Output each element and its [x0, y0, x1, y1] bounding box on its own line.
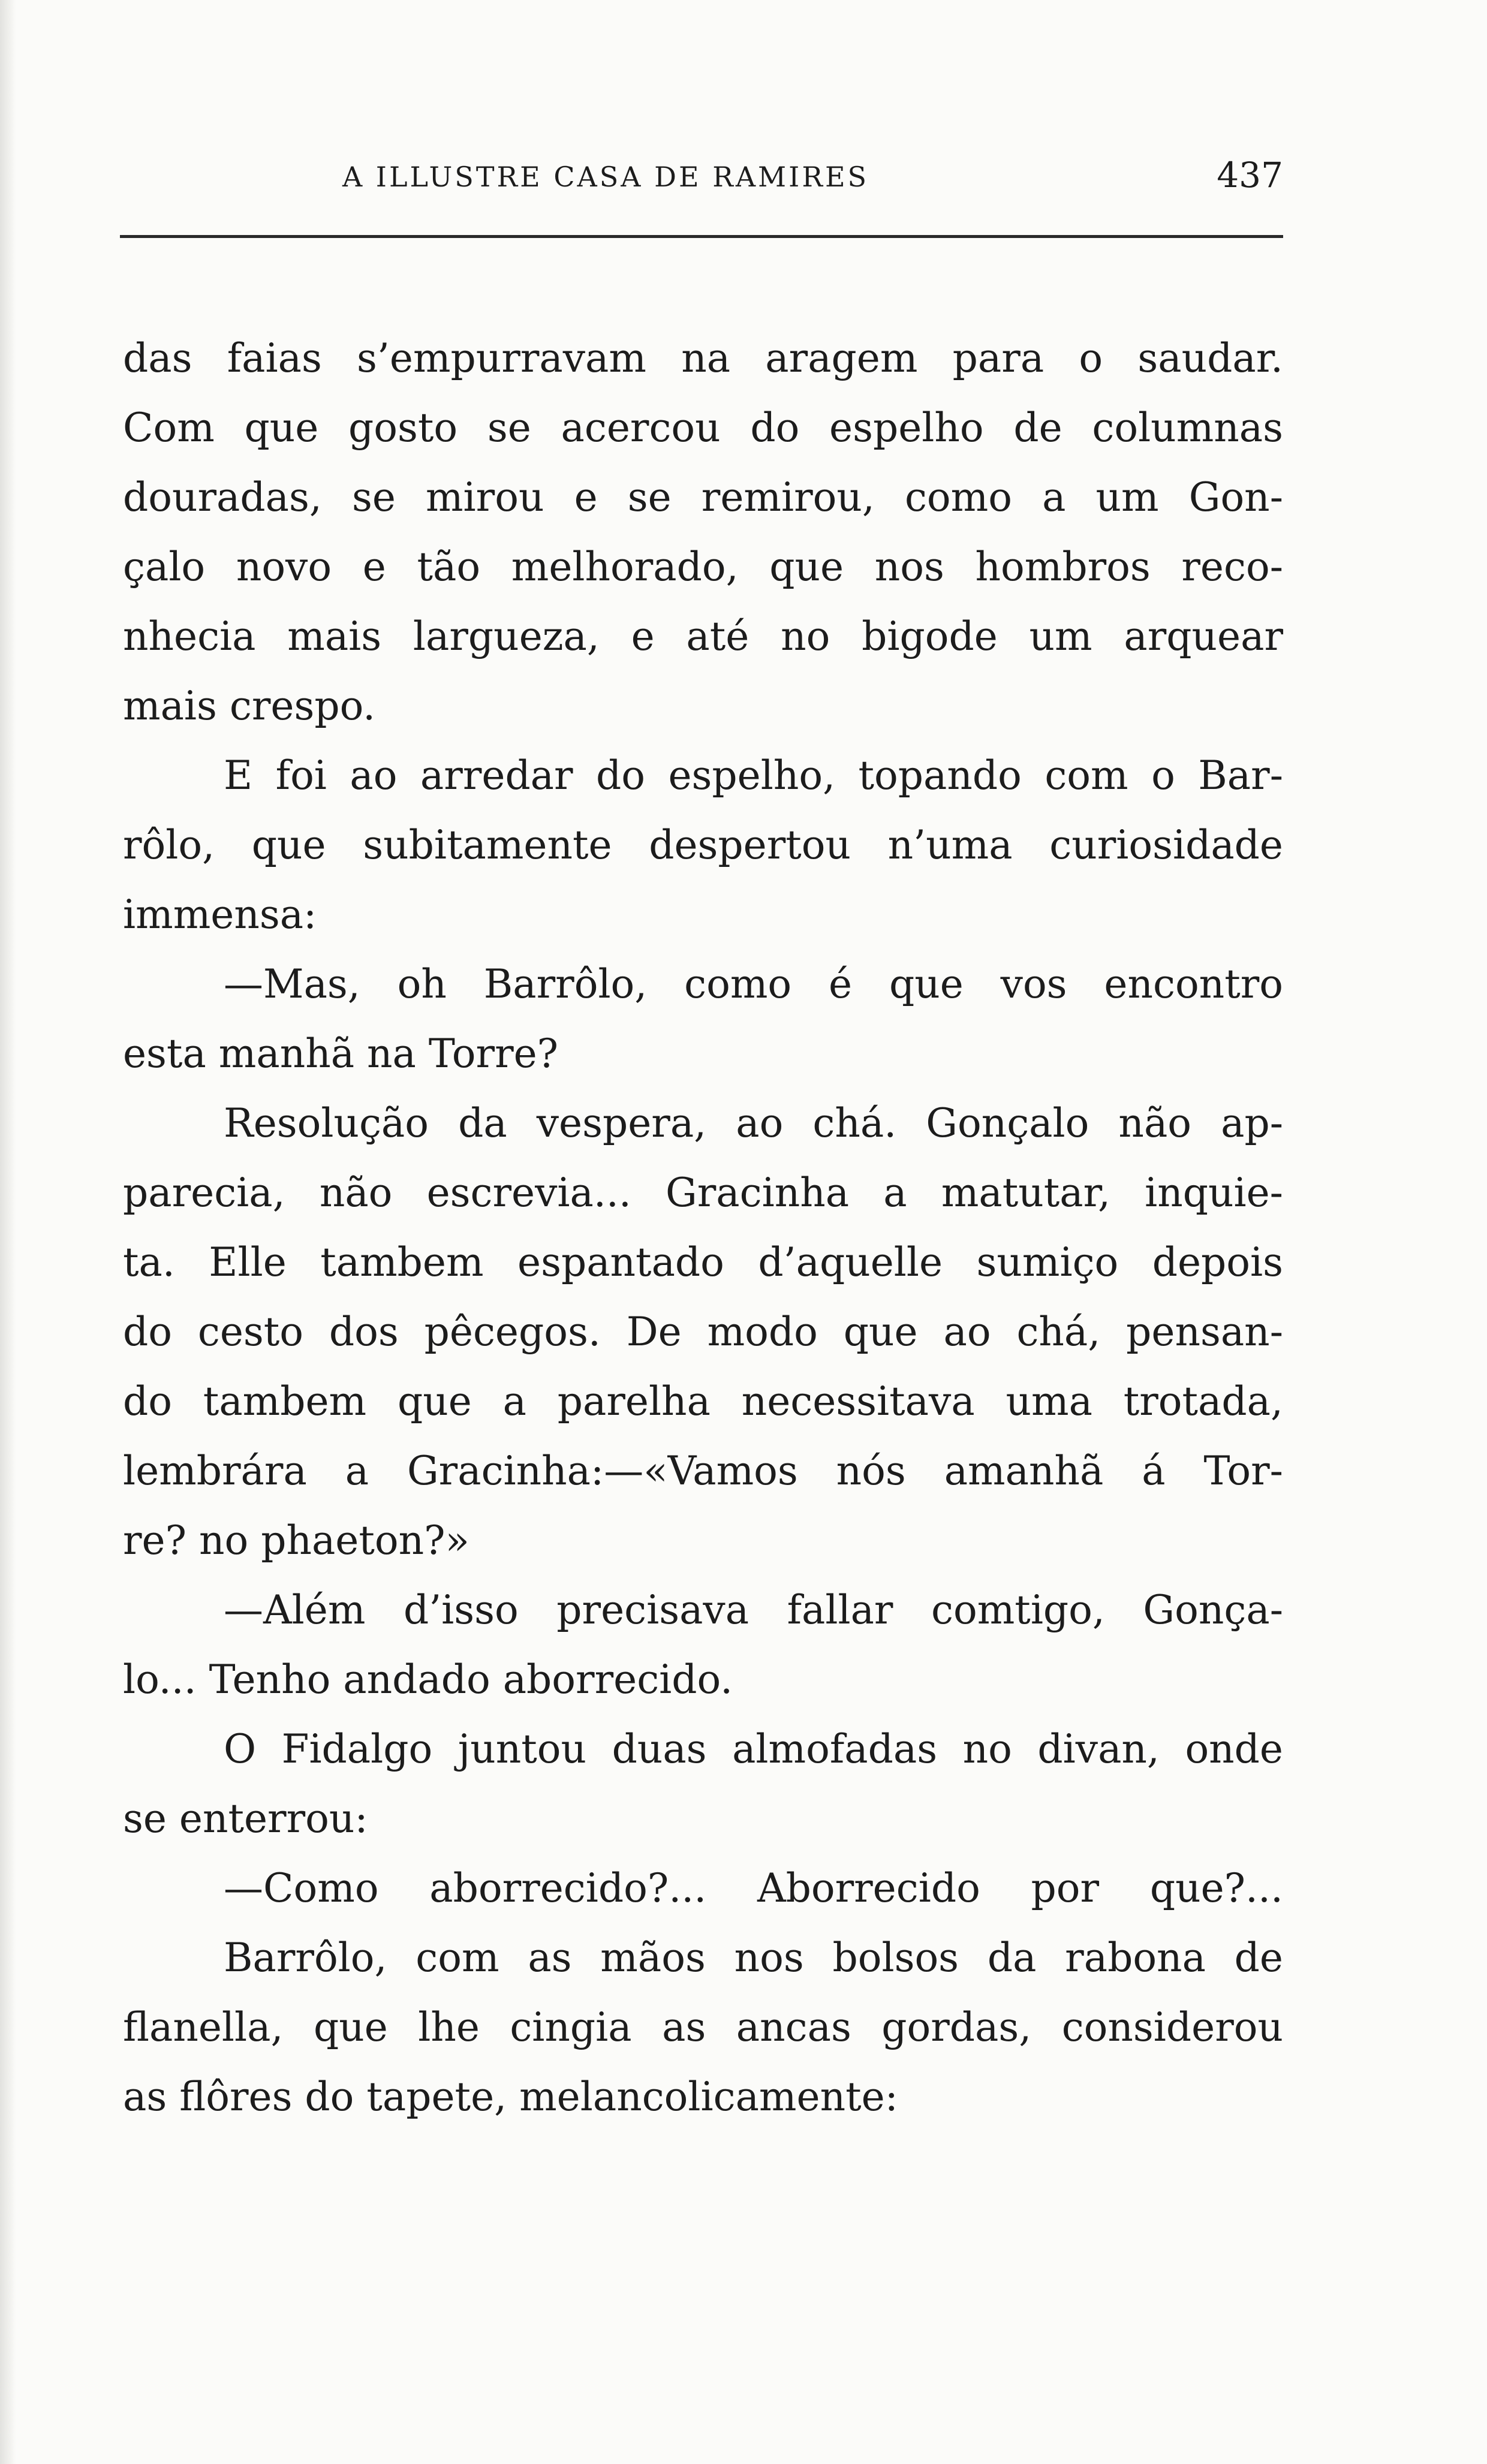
text-line: rôlo, que subitamente despertou n’uma curiosidade	[123, 822, 1283, 868]
text-line: ta. Elle tambem espantado d’aquelle sumiço depois	[123, 1239, 1283, 1285]
text-line: esta manhã na Torre?	[123, 1031, 559, 1077]
text-line: lo... Tenho andado aborrecido.	[123, 1656, 733, 1703]
text-line: O Fidalgo juntou duas almofadas no divan, onde	[224, 1726, 1283, 1772]
header-rule	[120, 235, 1283, 238]
page-edge-shadow	[0, 0, 16, 2464]
text-line: —Como aborrecido?... Aborrecido por que?...	[224, 1865, 1283, 1911]
text-line: —Além d’isso precisava fallar comtigo, Gonça-	[224, 1587, 1283, 1633]
text-line: das faias s’empurravam na aragem para o saudar.	[123, 335, 1283, 381]
page-number: 437	[1217, 155, 1283, 195]
text-line: —Mas, oh Barrôlo, como é que vos encontro	[224, 961, 1283, 1007]
text-line: immensa:	[123, 891, 317, 938]
text-line: se enterrou:	[123, 1796, 368, 1842]
text-line: re? no phaeton?»	[123, 1517, 469, 1564]
page-header	[120, 155, 1283, 209]
body-text	[123, 324, 1283, 2132]
text-line: lembrára a Gracinha:—«Vamos nós amanhã á Tor-	[123, 1448, 1283, 1494]
text-line: çalo novo e tão melhorado, que nos hombros reco-	[123, 544, 1283, 590]
text-line: nhecia mais largueza, e até no bigode um arquear	[123, 613, 1283, 659]
text-line: do tambem que a parelha necessitava uma trotada,	[123, 1378, 1283, 1424]
text-line: Resolução da vespera, ao chá. Gonçalo não ap-	[224, 1100, 1283, 1146]
text-line: Com que gosto se acercou do espelho de columnas	[123, 405, 1283, 451]
text-line: do cesto dos pêcegos. De modo que ao chá, pensan-	[123, 1309, 1283, 1355]
text-line: parecia, não escrevia... Gracinha a matutar, inquie-	[123, 1170, 1283, 1216]
running-title: A ILLUSTRE CASA DE RAMIRES	[342, 161, 869, 193]
text-line: Barrôlo, com as mãos nos bolsos da rabona de	[224, 1935, 1283, 1981]
text-line: mais crespo.	[123, 683, 376, 729]
text-line: E foi ao arredar do espelho, topando com o Bar-	[224, 752, 1283, 799]
text-line: as flôres do tapete, melancolicamente:	[123, 2074, 898, 2120]
text-line: douradas, se mirou e se remirou, como a um Gon-	[123, 474, 1283, 520]
text-line: flanella, que lhe cingia as ancas gordas, considerou	[123, 2004, 1283, 2050]
